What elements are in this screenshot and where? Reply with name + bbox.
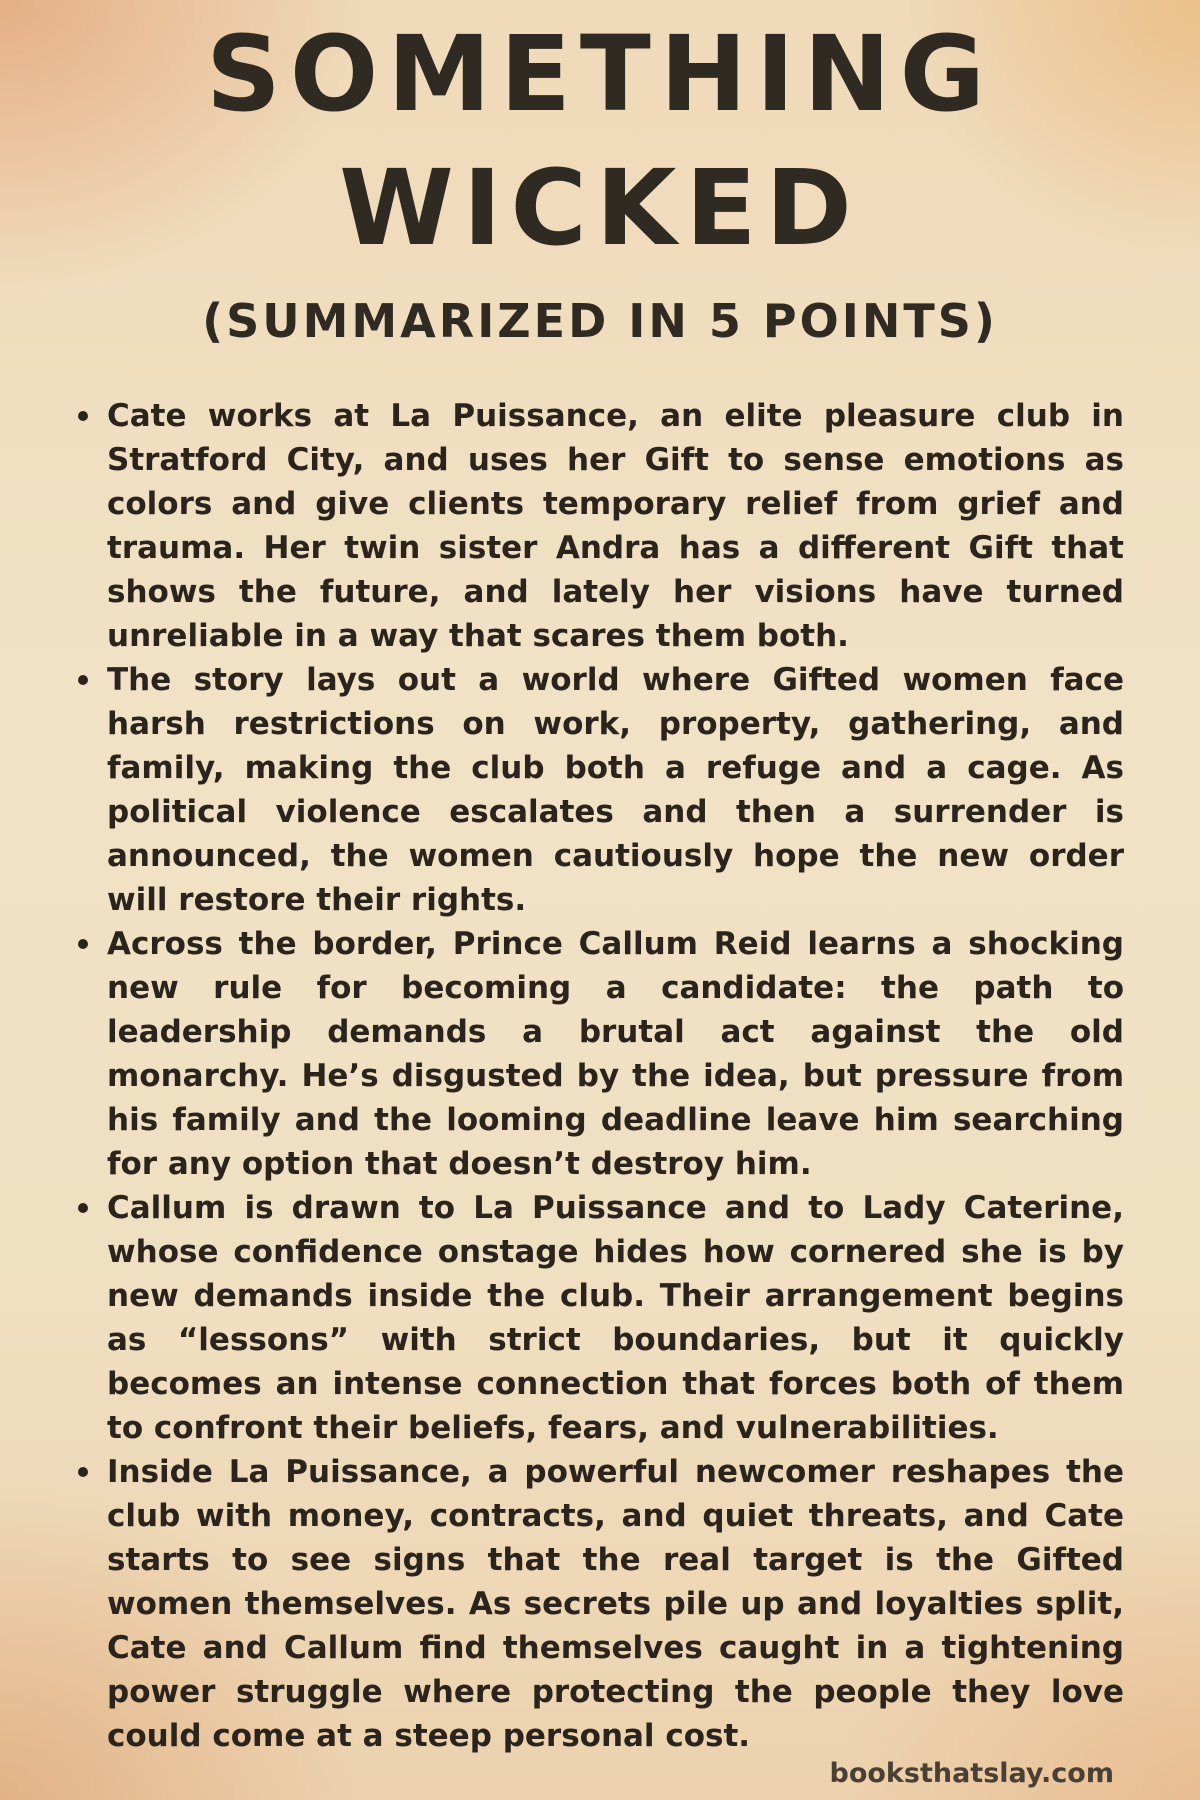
subtitle: (SUMMARIZED IN 5 POINTS): [202, 294, 998, 348]
summary-point-text: Callum is drawn to La Puissance and to Lady Caterine, whose confidence onstage hides how cornered she is by new demands inside the club. Their arrangement begins as “lessons” with strict boundaries, but it quickly becomes an intense connection that forces both of them to confront their beliefs, fears, and vulnerabilities.: [107, 1190, 1124, 1446]
summary-point-text: Inside La Puissance, a powerful newcomer reshapes the club with money, contracts, and quiet threats, and Cate starts to see signs that the real target is the Gifted women themselves. As secrets pile up and loyalties split, Cate and Callum find themselves caught in a tightening power struggle where protecting the people they love could come at a steep personal cost.: [107, 1454, 1124, 1754]
bullet-dot: [78, 939, 88, 949]
summary-point-4: [76, 1186, 1124, 1450]
bullet-dot: [78, 675, 88, 685]
summary-point-text: Cate works at La Puissance, an elite pleasure club in Stratford City, and uses her Gift to sense emotions as colors and give clients temporary relief from grief and trauma. Her twin sister Andra has a different Gift that shows the future, and lately her visions have turned unreliable in a way that scares them both.: [107, 398, 1124, 654]
summary-point-3: [76, 922, 1124, 1186]
summary-point-5: [76, 1450, 1124, 1758]
summary-point-text: The story lays out a world where Gifted women face harsh restrictions on work, property, gathering, and family, making the club both a refuge and a cage. As political violence escalates and then a surrender is announced, the women cautiously hope the new order will restore their rights.: [107, 662, 1124, 918]
summary-point-1: [76, 394, 1124, 658]
bullet-dot: [78, 1203, 88, 1213]
summary-point-text: Across the border, Prince Callum Reid learns a shocking new rule for becoming a candidate: the path to leadership demands a brutal act against the old monarchy. He’s disgusted by the idea, but pressure from his family and the looming deadline leave him searching for any option that doesn’t destroy him.: [107, 926, 1124, 1182]
book-title-line-2: WICKED: [339, 147, 861, 269]
bullet-dot: [78, 411, 88, 421]
bullet-dot: [78, 1467, 88, 1477]
book-title-line-1: SOMETHING: [206, 13, 994, 135]
summary-points-list: [76, 394, 1124, 1758]
summary-point-2: [76, 658, 1124, 922]
website-footer: booksthatslay.com: [829, 1758, 1114, 1789]
